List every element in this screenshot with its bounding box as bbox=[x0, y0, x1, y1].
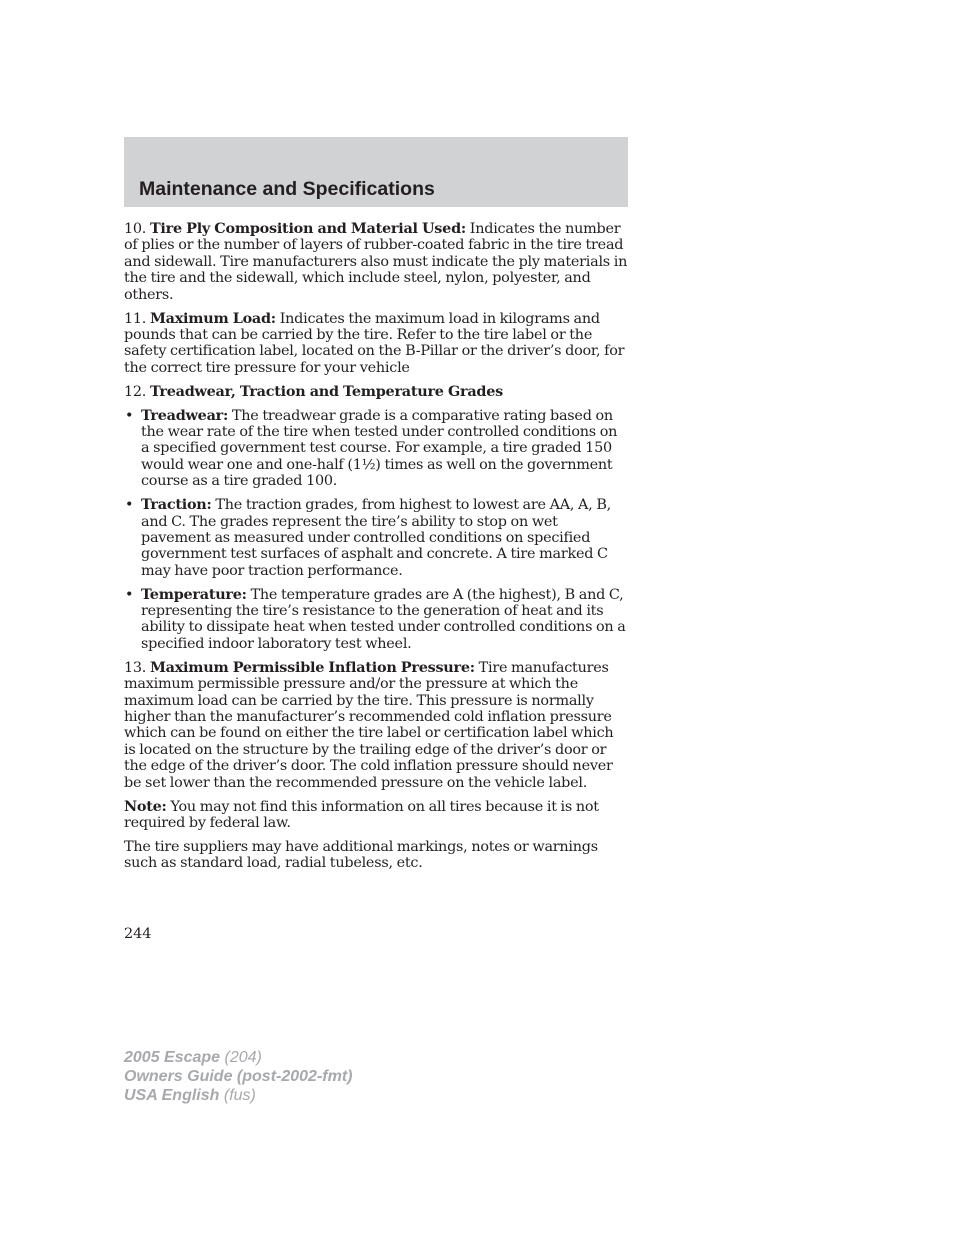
bullet-treadwear-label: Treadwear: bbox=[141, 406, 229, 424]
item-12-number: 12. bbox=[124, 383, 147, 400]
footer-model-code: (204) bbox=[224, 1049, 262, 1066]
bullet-treadwear-text: The treadwear grade is a comparative rating based on the wear rate of the tire when tested under controlled conditions on a specified government test course. For example, a tire graded 150 would wear one and one-half (1½) times as well on the government course as a tire graded 100. bbox=[141, 407, 618, 490]
note-text: You may not find this information on all tires because it is not required by federal law. bbox=[124, 798, 599, 831]
item-10-paragraph bbox=[124, 221, 628, 303]
note-label: Note: bbox=[124, 797, 167, 815]
item-12-heading bbox=[124, 384, 628, 400]
footer-model: 2005 Escape bbox=[124, 1049, 221, 1066]
bullet-marker: • bbox=[125, 497, 134, 514]
bullet-traction bbox=[124, 497, 628, 579]
item-13-paragraph bbox=[124, 660, 628, 791]
item-11-text: Indicates the maximum load in kilograms and pounds that can be carried by the tire. Refer to the tire label or the safety certification label, located on the B-Pillar or the driver’s door, for the correct tire pressure for your vehicle bbox=[124, 310, 625, 376]
item-12-label: Treadwear, Traction and Temperature Grades bbox=[149, 382, 503, 400]
bullet-traction-text: The traction grades, from highest to lowest are AA, A, B, and C. The grades represent the tire’s ability to stop on wet pavement as measured under controlled conditions on specified government test surfaces of asphalt and concrete. A tire marked C may have poor traction performance. bbox=[141, 497, 611, 579]
page-content bbox=[124, 221, 628, 879]
item-13-text: Tire manufactures maximum permissible pressure and/or the pressure at which the maximum load can be carried by the tire. This pressure is normally higher than the manufacturer’s recommended cold inflation pressure which can be found on either the tire label or certification label which is located on the structure by the trailing edge of the driver’s door or the edge of the driver’s door. The cold inflation pressure should never be set lower than the recommended pressure on the vehicle label. bbox=[124, 659, 614, 791]
bullet-temperature-text: The temperature grades are A (the highest), B and C, representing the tire’s resistance to the generation of heat and its ability to dissipate heat when tested under controlled conditions on a specified indoor laboratory test wheel. bbox=[141, 586, 626, 652]
item-10-text: Indicates the number of plies or the number of layers of rubber-coated fabric in the tire tread and sidewall. Tire manufacturers also must indicate the ply materials in the tire and the sidewall, which include steel, nylon, polyester, and others. bbox=[124, 221, 628, 303]
bullet-traction-label: Traction: bbox=[141, 496, 212, 514]
item-11-number: 11. bbox=[124, 310, 147, 327]
page-number: 244 bbox=[124, 926, 152, 942]
section-header-band bbox=[124, 137, 628, 207]
bullet-treadwear bbox=[124, 408, 628, 490]
item-11-paragraph bbox=[124, 311, 628, 377]
footer-language-code: (fus) bbox=[223, 1087, 256, 1104]
item-13-number: 13. bbox=[124, 659, 147, 676]
item-13-label: Maximum Permissible Inflation Pressure: bbox=[149, 658, 475, 676]
bullet-marker: • bbox=[125, 407, 134, 424]
footer-line-guide bbox=[124, 1067, 352, 1086]
document-footer bbox=[124, 1048, 352, 1105]
note-paragraph bbox=[124, 799, 628, 832]
bullet-marker: • bbox=[125, 586, 134, 603]
item-10-label: Tire Ply Composition and Material Used: bbox=[149, 220, 466, 237]
footer-guide: Owners Guide (post-2002-fmt) bbox=[124, 1068, 353, 1085]
bullet-temperature bbox=[124, 587, 628, 653]
footer-language: USA English bbox=[124, 1087, 220, 1104]
footer-line-language bbox=[124, 1086, 352, 1105]
item-10-number: 10. bbox=[124, 221, 147, 237]
bullet-temperature-label: Temperature: bbox=[141, 585, 247, 603]
section-title: Maintenance and Specifications bbox=[139, 178, 435, 200]
footer-line-model bbox=[124, 1048, 352, 1067]
item-11-label: Maximum Load: bbox=[149, 309, 276, 327]
closing-paragraph: The tire suppliers may have additional markings, notes or warnings such as standard load, radial tubeless, etc. bbox=[124, 838, 598, 872]
